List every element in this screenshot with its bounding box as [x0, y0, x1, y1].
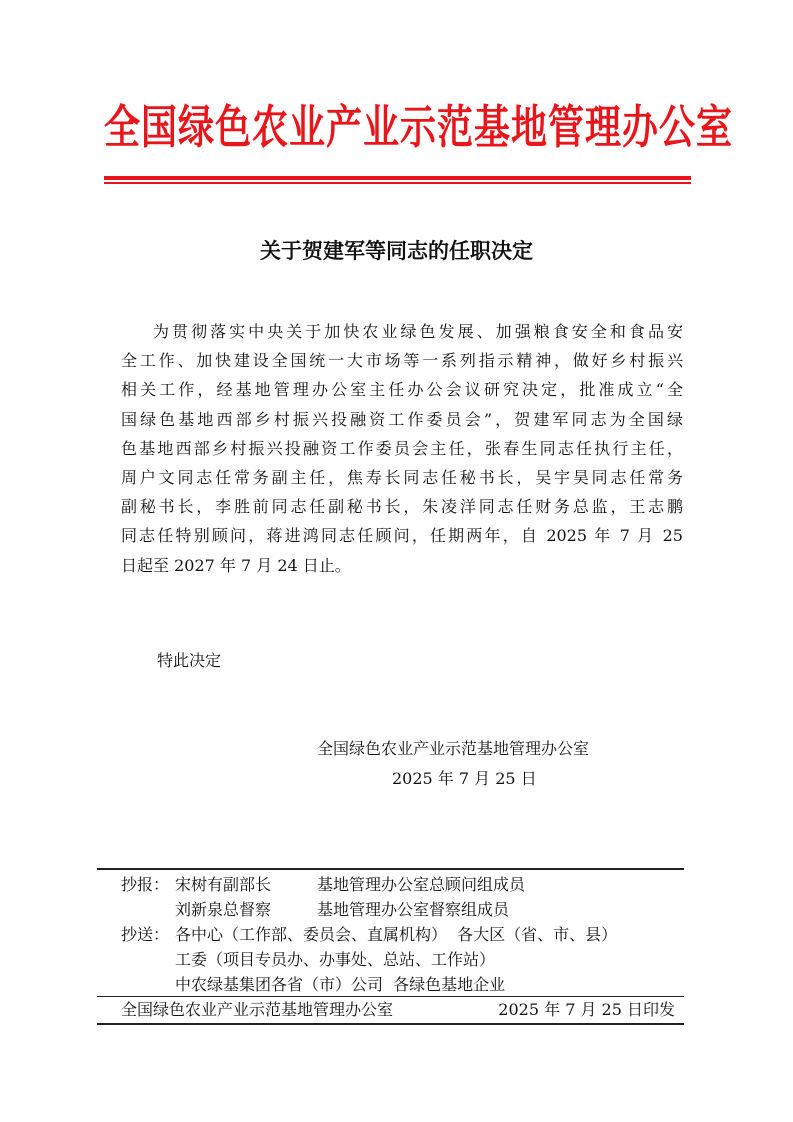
decision-body: [121, 317, 683, 580]
body-line: 副秘书长，李胜前同志任副秘书长，朱凌洋同志任财务总监，王志鹏: [121, 497, 683, 517]
send-recipients-line: 各中心（工作部、委员会、直属机构） 各大区（省、市、县）: [175, 925, 618, 944]
distribution-top-rule: [97, 868, 684, 870]
signature-date: 2025 年 7 月 25 日: [392, 769, 537, 788]
report-label: 抄报：: [121, 875, 170, 894]
report-recipient-role: 基地管理办公室总顾问组成员: [317, 875, 526, 894]
document-title: 关于贺建军等同志的任职决定: [260, 238, 533, 263]
body-line: 国绿色基地西部乡村振兴投融资工作委员会”，贺建军同志为全国绿: [121, 409, 683, 429]
signature-org: 全国绿色农业产业示范基地管理办公室: [317, 739, 590, 758]
body-line: 为贯彻落实中央关于加快农业绿色发展、加强粮食安全和食品安: [153, 322, 683, 341]
report-recipient-name: 刘新泉总督察: [175, 900, 272, 919]
footer-print-date: 2025 年 7 月 25 日印发: [498, 1000, 675, 1019]
send-recipients-line: 工委（项目专员办、办事处、总站、工作站）: [175, 950, 496, 969]
report-recipient-role: 基地管理办公室督察组成员: [317, 900, 510, 919]
body-line: 全工作、加快建设全国统一大市场等一系列指示精神，做好乡村振兴: [121, 351, 683, 371]
body-line: 日起至 2027 年 7 月 24 日止。: [121, 555, 351, 575]
issuing-office-header: 全国绿色农业产业示范基地管理办公室: [104, 102, 734, 155]
footer-bottom-rule: [97, 1023, 684, 1025]
closing-phrase: 特此决定: [157, 651, 222, 670]
footer-issuing-org: 全国绿色农业产业示范基地管理办公室: [121, 1000, 394, 1019]
header-rule-thin: [104, 182, 691, 184]
report-recipient-name: 宋树有副部长: [175, 875, 272, 894]
send-label: 抄送：: [121, 925, 170, 944]
body-line: 同志任特别顾问，蒋进鸿同志任顾问，任期两年，自 2025 年 7 月 25: [121, 526, 683, 546]
body-line: 相关工作，经基地管理办公室主任办公会议研究决定，批准成立“全: [121, 380, 683, 400]
header-rule-thick: [104, 176, 691, 180]
body-line: 色基地西部乡村振兴投融资工作委员会主任，张春生同志任执行主任，: [121, 438, 683, 458]
send-recipients-line: 中农绿基集团各省（市）公司 各绿色基地企业: [175, 975, 506, 994]
body-line: 周户文同志任常务副主任，焦寿长同志任秘书长，吴宇昊同志任常务: [121, 468, 683, 488]
